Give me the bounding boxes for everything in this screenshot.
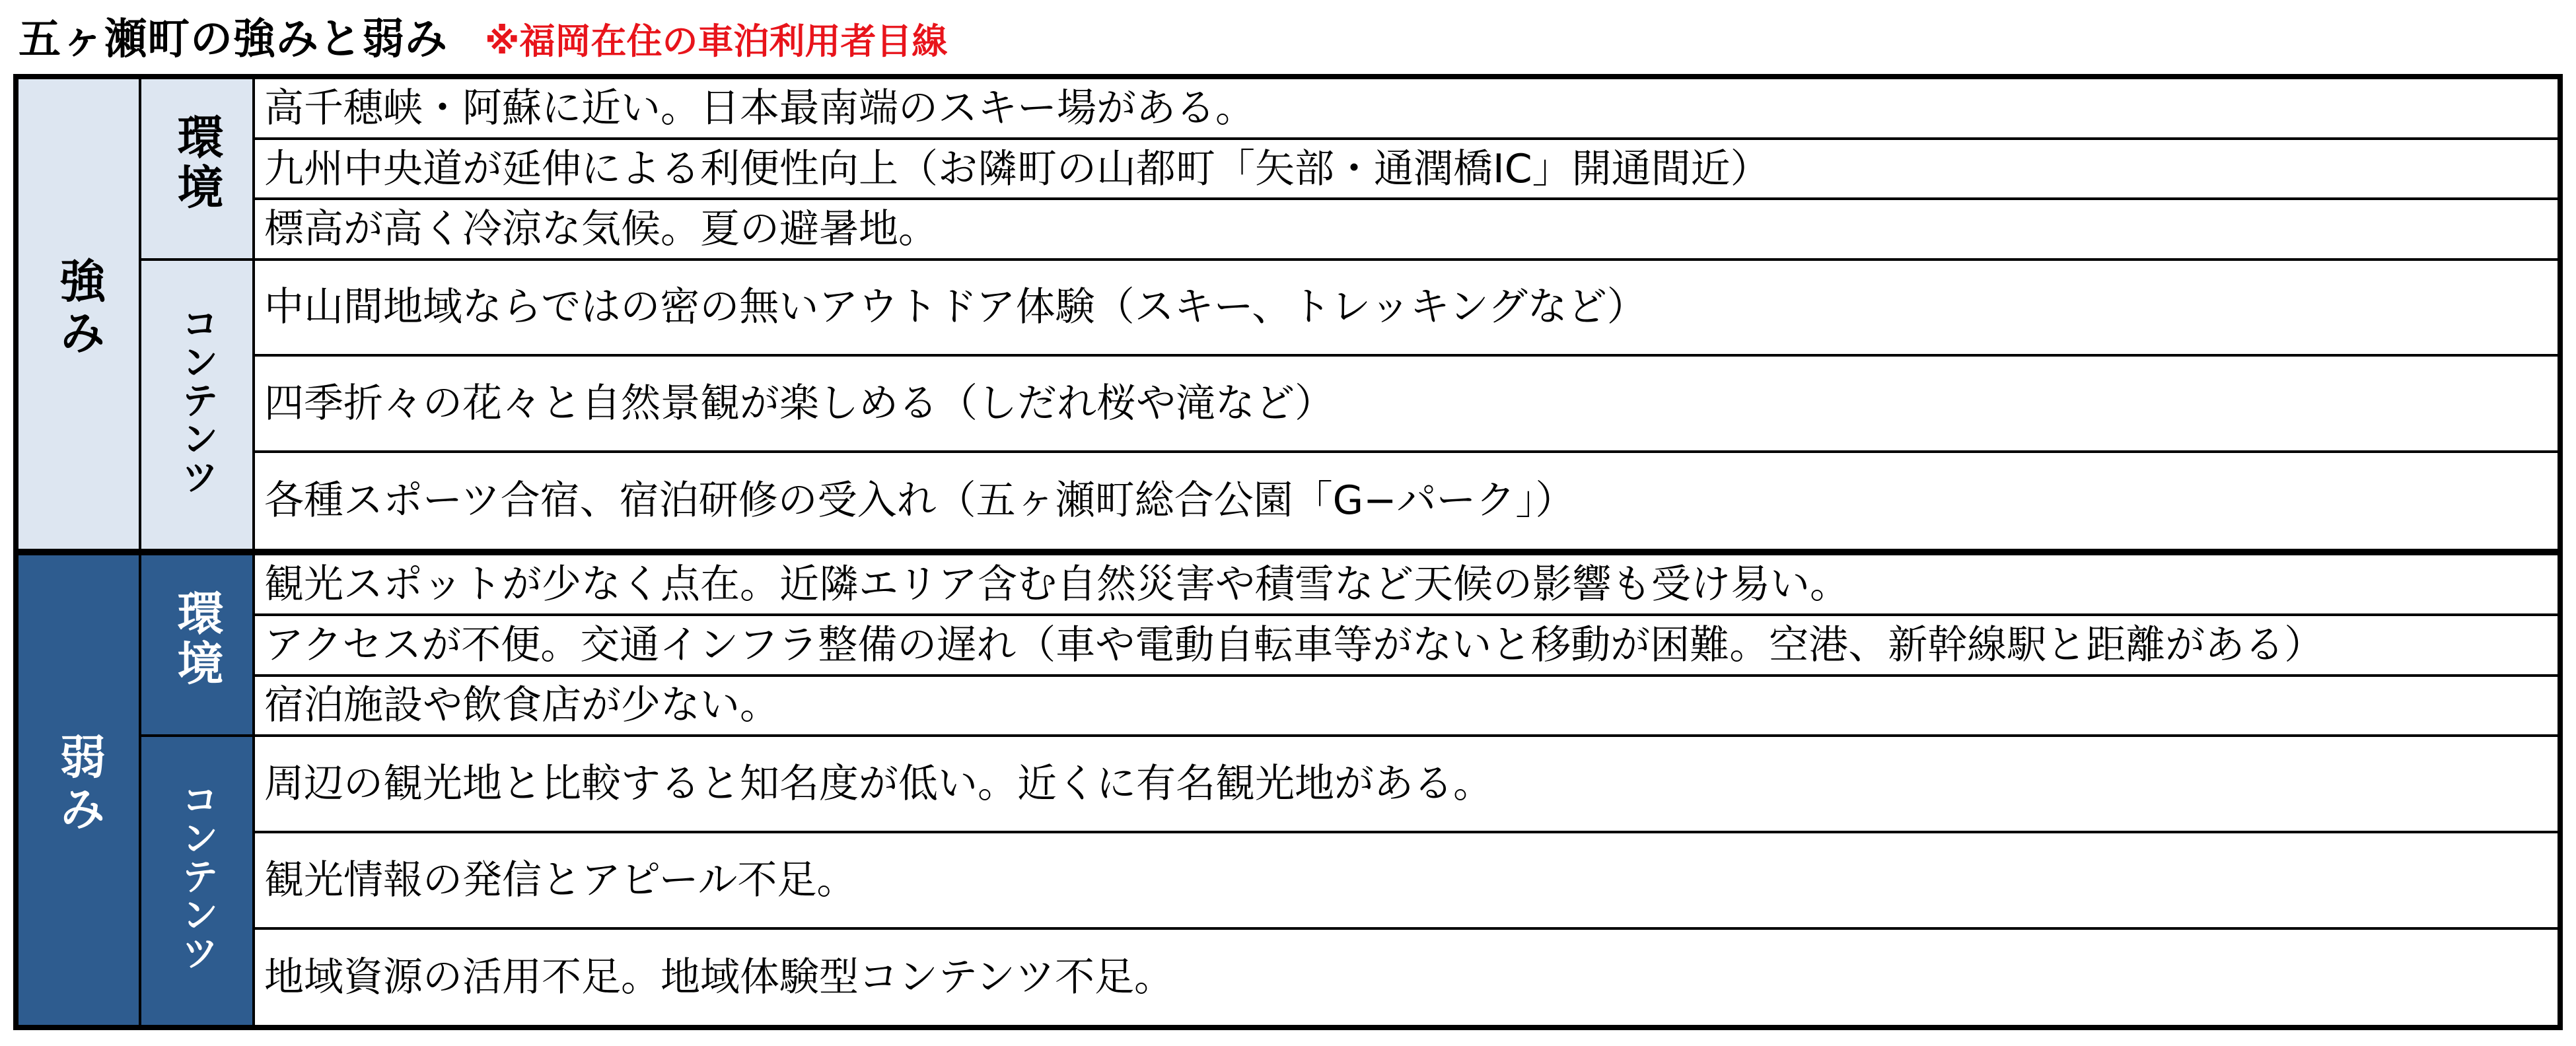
strength-contents-item-3: 各種スポーツ合宿、宿泊研修の受入れ（五ヶ瀬町総合公園「G−パーク」） (254, 452, 2560, 552)
table-row (16, 355, 2560, 452)
weakness-environment-item-3: 宿泊施設や飲食店が少ない。 (254, 676, 2560, 736)
header (18, 7, 948, 73)
page-title: 五ヶ瀬町の強みと弱み (18, 15, 448, 64)
table-row (16, 736, 2560, 832)
table-row (16, 615, 2560, 675)
strengths-contents-label-cell (140, 260, 254, 552)
weaknesses-label-cell (16, 552, 140, 1028)
strengths-weaknesses-table (13, 74, 2563, 1030)
weaknesses-environment-label: 環境 (170, 588, 224, 689)
strengths-environment-label: 環境 (170, 112, 224, 213)
strength-contents-item-1: 中山間地域ならではの密の無いアウトドア体験（スキー、トレッキングなど） (254, 260, 2560, 356)
strength-environment-item-3: 標高が高く冷涼な気候。夏の避暑地。 (254, 199, 2560, 259)
table-row (16, 832, 2560, 928)
strengths-label-cell (16, 77, 140, 552)
strengths-contents-label: コンテンツ (176, 304, 219, 496)
weakness-contents-item-2: 観光情報の発信とアピール不足。 (254, 832, 2560, 928)
strengths-environment-label-cell (140, 77, 254, 260)
table-row (16, 139, 2560, 199)
table-row (16, 77, 2560, 139)
weaknesses-contents-label-cell (140, 736, 254, 1028)
strength-contents-item-2: 四季折々の花々と自然景観が楽しめる（しだれ桜や滝など） (254, 355, 2560, 452)
weakness-environment-item-2: アクセスが不便。交通インフラ整備の遅れ（車や電動自転車等がないと移動が困難。空港、新幹線駅と距離がある） (254, 615, 2560, 675)
weakness-contents-item-3: 地域資源の活用不足。地域体験型コンテンツ不足。 (254, 928, 2560, 1028)
strength-environment-item-1: 高千穂峡・阿蘇に近い。日本最南端のスキー場がある。 (254, 77, 2560, 139)
weaknesses-label: 弱み (52, 732, 106, 836)
table-row (16, 552, 2560, 615)
weakness-contents-item-1: 周辺の観光地と比較すると知名度が低い。近くに有名観光地がある。 (254, 736, 2560, 832)
page-note: ※福岡在住の車泊利用者目線 (485, 20, 948, 62)
table-row (16, 676, 2560, 736)
table-row (16, 199, 2560, 259)
strength-environment-item-2: 九州中央道が延伸による利便性向上（お隣町の山都町「矢部・通潤橋IC」開通間近） (254, 139, 2560, 199)
table-row (16, 452, 2560, 552)
table-row (16, 928, 2560, 1028)
weakness-environment-item-1: 観光スポットが少なく点在。近隣エリア含む自然災害や積雪など天候の影響も受け易い。 (254, 552, 2560, 615)
weaknesses-environment-label-cell (140, 552, 254, 736)
weaknesses-contents-label: コンテンツ (176, 780, 219, 972)
strengths-label: 強み (52, 256, 106, 360)
table-row (16, 260, 2560, 356)
